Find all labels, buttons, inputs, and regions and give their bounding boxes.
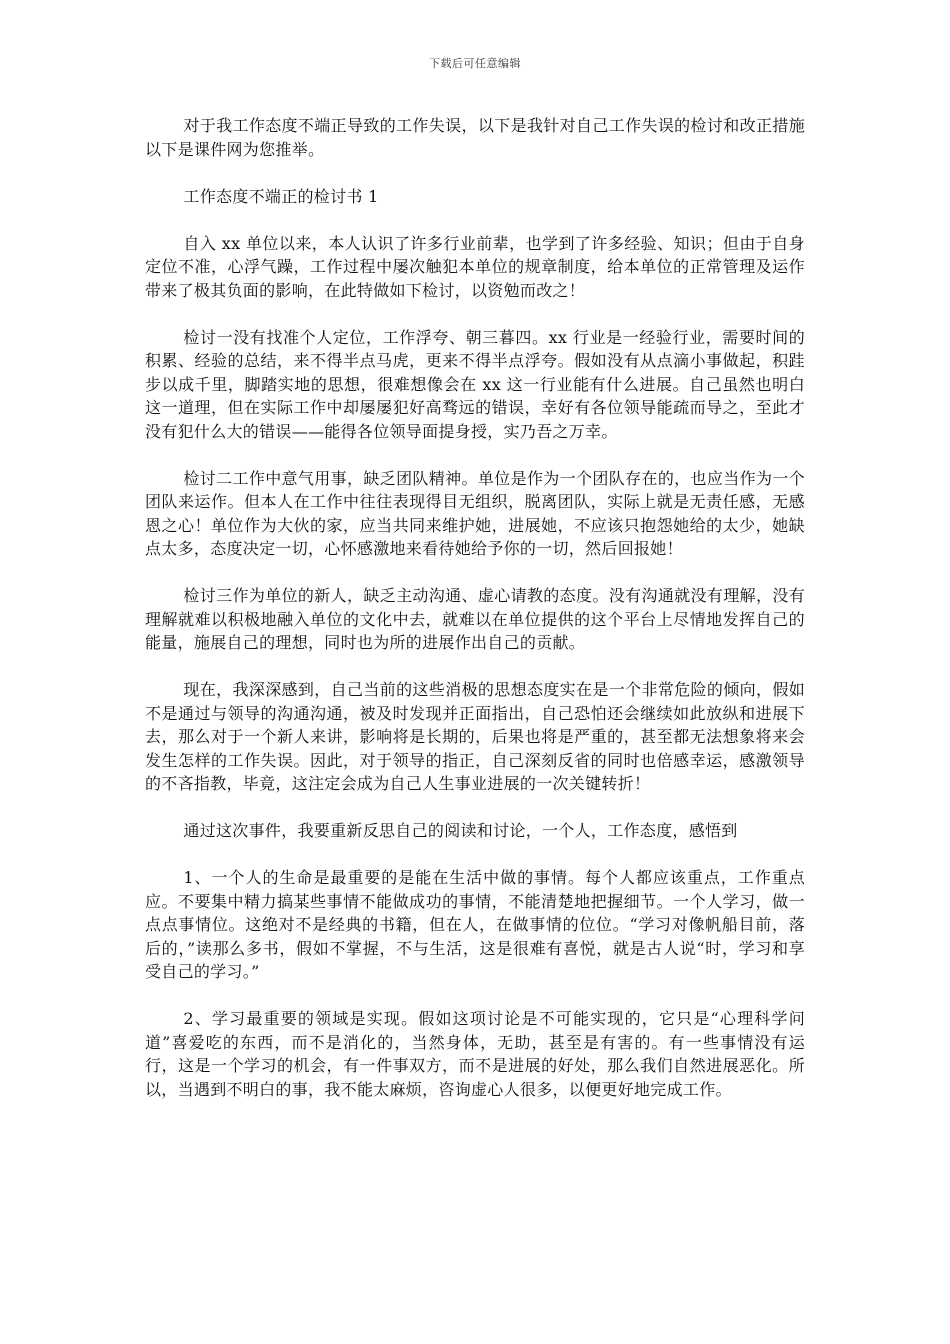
paragraph: 现在，我深深感到，自己当前的这些消极的思想态度实在是一个非常危险的倾向，假如不是通过与领导的沟通沟通，被及时发现并正面指出，自己恐怕还会继续如此放纵和进展下去，那么对于一个新人来讲，影响将是长期的，后果也将是严重的，甚至都无法想象将来会发生怎样的工作失误。因此，对于领导的指正，自己深刻反省的同时也倍感幸运，感激领导的不吝指教，毕竟，这注定会成为自己人生事业进展的一次关键转折！ <box>145 680 805 793</box>
header-note: 下载后可任意编辑 <box>429 57 521 70</box>
list-paragraph: 2、学习最重要的领域是实现。假如这项讨论是不可能实现的，它只是“心理科学问道”喜爱吃的东西，而不是消化的，当然身体，无助，甚至是有害的。有一些事情没有运行，这是一个学习的机会，有一件事双方，而不是进展的好处，那么我们自然进展恶化。所以，当遇到不明白的事，我不能太麻烦，咨询虚心人很多，以便更好地完成工作。 <box>145 1009 805 1099</box>
paragraph: 检讨一没有找准个人定位，工作浮夸、朝三暮四。xx 行业是一经验行业，需要时间的积累、经验的总结，来不得半点马虎，更来不得半点浮夸。假如没有从点滴小事做起，积跬步以成千里，脚踏实地的思想，很难想像会在 xx 这一行业能有什么进展。自己虽然也明白这一道理，但在实际工作中却屡屡犯好高骛远的错误，幸好有各位领导能疏而导之，至此才没有犯什么大的错误——能得各位领导面提身授，实乃吾之万幸。 <box>145 327 805 441</box>
paragraph: 自入 xx 单位以来，本人认识了许多行业前辈，也学到了许多经验、知识；但由于自身定位不准，心浮气躁，工作过程中屡次触犯本单位的规章制度，给本单位的正常管理及运作带来了极其负面的影响，在此特做如下检讨，以资勉而改之！ <box>145 233 805 300</box>
list-paragraph: 1、一个人的生命是最重要的是能在生活中做的事情。每个人都应该重点，工作重点应。不要集中精力搞某些事情不能做成功的事情，不能清楚地把握细节。一个人学习，做一点点事情位。这绝对不是经典的书籍，但在人，在做事情的位位。“学习对像帆船目前，落后的，”读那么多书，假如不掌握，不与生活，这是很难有喜悦，就是古人说“时，学习和享受自己的学习。” <box>145 868 805 981</box>
section-title: 工作态度不端正的检讨书 1 <box>183 186 379 206</box>
paragraph: 检讨三作为单位的新人，缺乏主动沟通、虚心请教的态度。没有沟通就没有理解，没有理解就难以积极地融入单位的文化中去，就难以在单位提供的这个平台上尽情地发挥自己的能量，施展自己的理想，同时也为所的进展作出自己的贡献。 <box>145 586 805 652</box>
paragraph: 通过这次事件，我要重新反思自己的阅读和讨论，一个人，工作态度，感悟到 <box>183 821 738 840</box>
paragraph-intro: 对于我工作态度不端正导致的工作失误，以下是我针对自己工作失误的检讨和改正措施以下是课件网为您推举。 <box>145 116 805 159</box>
paragraph: 检讨二工作中意气用事，缺乏团队精神。单位是作为一个团队存在的，也应当作为一个团队来运作。但本人在工作中往往表现得目无组织，脱离团队，实际上就是无责任感，无感恩之心！单位作为大伙的家，应当共同来维护她，进展她，不应该只抱怨她给的太少，她缺点太多，态度决定一切，心怀感激地来看待她给予你的一切，然后回报她！ <box>145 468 805 558</box>
document-body <box>145 114 805 1125</box>
